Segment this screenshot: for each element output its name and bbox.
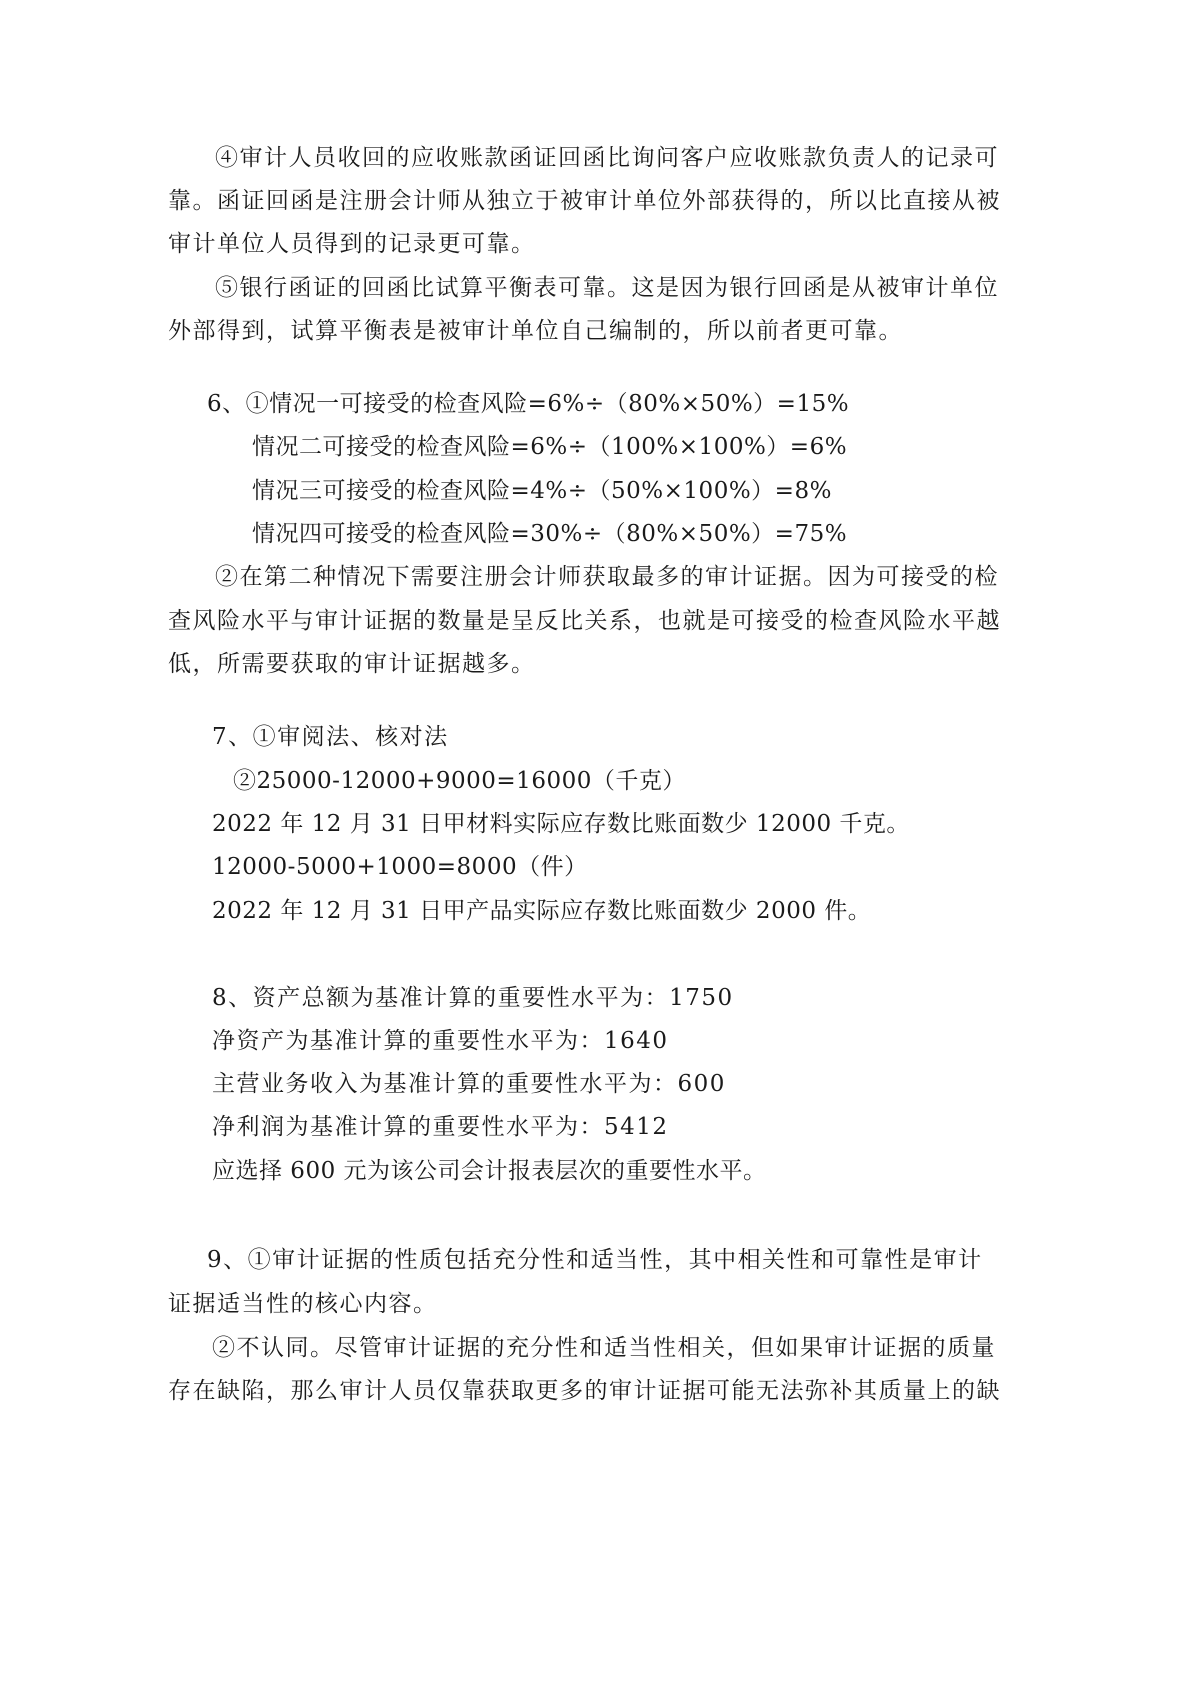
paragraph-4-line-1: ④审计人员收回的应收账款函证回函比询问客户应收账款负责人的记录可 <box>215 145 999 171</box>
q8-line-2: 净资产为基准计算的重要性水平为：1640 <box>212 1028 669 1054</box>
q6-situation-2: 情况二可接受的检查风险=6%÷（100%×100%）=6% <box>252 434 848 460</box>
q6-situation-1: 6、①情况一可接受的检查风险=6%÷（80%×50%）=15% <box>207 391 850 417</box>
paragraph-4-line-2: 靠。函证回函是注册会计师从独立于被审计单位外部获得的，所以比直接从被 <box>168 188 1001 214</box>
q6-answer-2-line-1: ②在第二种情况下需要注册会计师获取最多的审计证据。因为可接受的检 <box>215 564 999 590</box>
paragraph-5-line-2: 外部得到，试算平衡表是被审计单位自己编制的，所以前者更可靠。 <box>168 318 903 344</box>
q9-line-2: 证据适当性的核心内容。 <box>168 1291 438 1317</box>
paragraph-5-line-1: ⑤银行函证的回函比试算平衡表可靠。这是因为银行回函是从被审计单位 <box>215 275 999 301</box>
q6-answer-2-line-3: 低，所需要获取的审计证据越多。 <box>168 651 536 677</box>
q9-line-3: ②不认同。尽管审计证据的充分性和适当性相关，但如果审计证据的质量 <box>212 1335 996 1361</box>
paragraph-4-line-3: 审计单位人员得到的记录更可靠。 <box>168 231 536 257</box>
q9-line-1: 9、①审计证据的性质包括充分性和适当性，其中相关性和可靠性是审计 <box>207 1247 983 1273</box>
q8-line-1: 8、资产总额为基准计算的重要性水平为：1750 <box>212 985 734 1011</box>
q6-situation-3: 情况三可接受的检查风险=4%÷（50%×100%）=8% <box>252 478 832 504</box>
q7-line-2: ②25000-12000+9000=16000（千克） <box>233 768 686 794</box>
q7-line-5: 2022 年 12 月 31 日甲产品实际应存数比账面数少 2000 件。 <box>212 898 872 924</box>
q7-line-4: 12000-5000+1000=8000（件） <box>212 854 588 880</box>
q8-line-3: 主营业务收入为基准计算的重要性水平为：600 <box>212 1071 726 1097</box>
q8-line-5: 应选择 600 元为该公司会计报表层次的重要性水平。 <box>212 1158 767 1184</box>
q9-line-4: 存在缺陷，那么审计人员仅靠获取更多的审计证据可能无法弥补其质量上的缺 <box>168 1378 1001 1404</box>
q8-line-4: 净利润为基准计算的重要性水平为：5412 <box>212 1114 669 1140</box>
q7-line-1: 7、①审阅法、核对法 <box>212 724 449 750</box>
q6-answer-2-line-2: 查风险水平与审计证据的数量是呈反比关系，也就是可接受的检查风险水平越 <box>168 608 1001 634</box>
q7-line-3: 2022 年 12 月 31 日甲材料实际应存数比账面数少 12000 千克。 <box>212 811 910 837</box>
q6-situation-4: 情况四可接受的检查风险=30%÷（80%×50%）=75% <box>252 521 848 547</box>
